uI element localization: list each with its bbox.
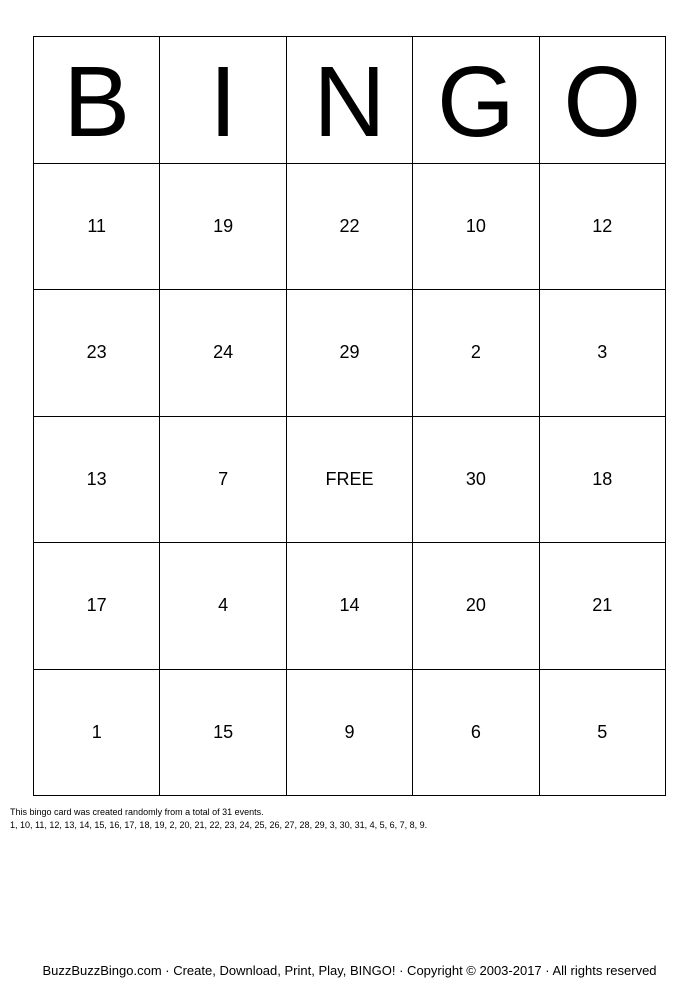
- bingo-cell-r4-c1: 17: [34, 543, 160, 670]
- bingo-cell-r2-c3: 29: [287, 290, 413, 417]
- bingo-cell-r3-c5: 18: [540, 417, 666, 544]
- bingo-cell-r1-c5: 12: [540, 164, 666, 291]
- bingo-cell-r2-c1: 23: [34, 290, 160, 417]
- bingo-card: [33, 36, 666, 796]
- header-letter-i: I: [160, 37, 286, 164]
- footer-copyright: BuzzBuzzBingo.com · Create, Download, Print, Play, BINGO! · Copyright © 2003-2017 · All rights reserved: [42, 963, 657, 978]
- card-info: [10, 806, 427, 832]
- header-letter-g: G: [413, 37, 539, 164]
- bingo-cell-r3-c1: 13: [34, 417, 160, 544]
- bingo-cell-r4-c3: 14: [287, 543, 413, 670]
- bingo-cell-r5-c3: 9: [287, 670, 413, 797]
- bingo-cell-r4-c2: 4: [160, 543, 286, 670]
- bingo-cell-r3-c4: 30: [413, 417, 539, 544]
- card-info-event-list: 1, 10, 11, 12, 13, 14, 15, 16, 17, 18, 19, 2, 20, 21, 22, 23, 24, 25, 26, 27, 28, 29, 3, 30, 31, 4, 5, 6, 7, 8, 9.: [10, 820, 428, 830]
- bingo-cell-r2-c2: 24: [160, 290, 286, 417]
- bingo-cell-r3-c2: 7: [160, 417, 286, 544]
- bingo-cell-r5-c2: 15: [160, 670, 286, 797]
- bingo-cell-r5-c5: 5: [540, 670, 666, 797]
- bingo-cell-r2-c5: 3: [540, 290, 666, 417]
- header-letter-b: B: [34, 37, 160, 164]
- card-info-description: This bingo card was created randomly from a total of 31 events.: [10, 807, 264, 817]
- header-letter-o: O: [540, 37, 666, 164]
- header-letter-n: N: [287, 37, 413, 164]
- bingo-cell-r1-c3: 22: [287, 164, 413, 291]
- bingo-cell-r1-c4: 10: [413, 164, 539, 291]
- bingo-cell-r4-c4: 20: [413, 543, 539, 670]
- bingo-cell-r1-c2: 19: [160, 164, 286, 291]
- bingo-cell-r2-c4: 2: [413, 290, 539, 417]
- bingo-cell-r1-c1: 11: [34, 164, 160, 291]
- bingo-cell-r5-c4: 6: [413, 670, 539, 797]
- bingo-cell-r4-c5: 21: [540, 543, 666, 670]
- free-space-cell: FREE: [287, 417, 413, 544]
- bingo-cell-r5-c1: 1: [34, 670, 160, 797]
